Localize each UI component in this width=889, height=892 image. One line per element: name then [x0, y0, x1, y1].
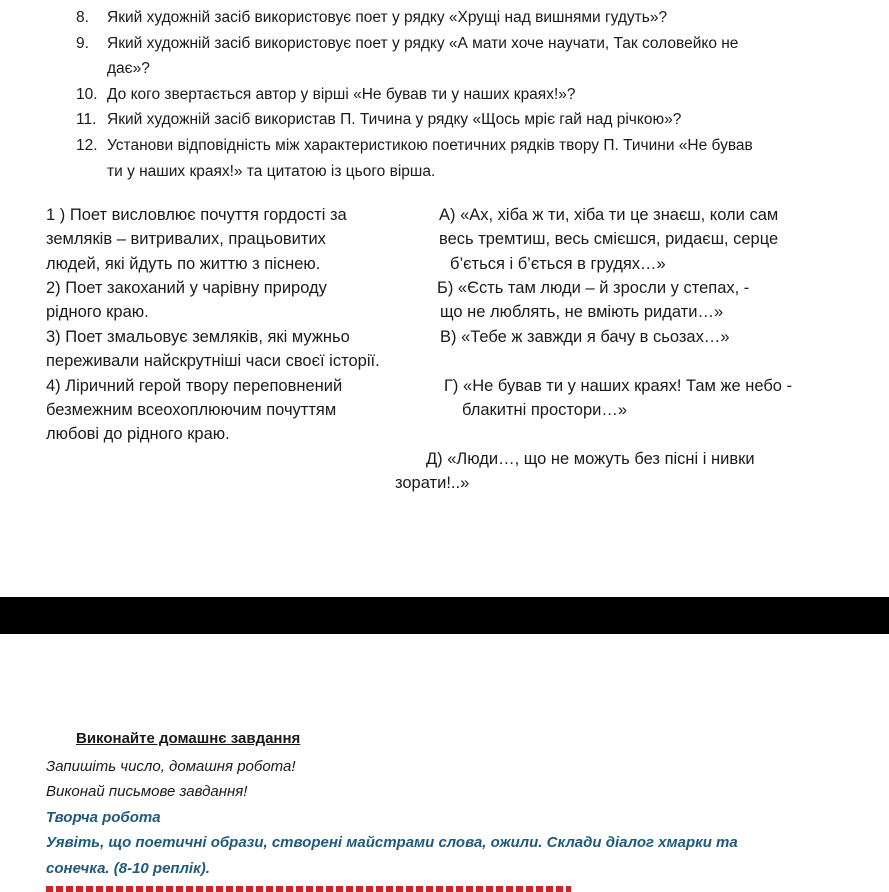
homework-line-2: Виконай письмове завдання!	[46, 783, 248, 800]
characteristic-line: земляків – витривалих, працьовитих	[46, 230, 326, 248]
characteristic-line: безмежним всеохоплюючим почуттям	[46, 401, 337, 419]
quote-line: що не люблять, не вміють ридати…»	[440, 303, 724, 321]
characteristic-line: любові до рідного краю.	[46, 425, 230, 443]
quote-line: блакитні простори…»	[462, 401, 628, 419]
characteristic-line: 3) Поет змальовує земляків, які мужньо	[46, 328, 350, 346]
characteristic-line: рідного краю.	[46, 303, 149, 321]
characteristic-line: переживали найскрутніші часи своєї історії.	[46, 352, 380, 370]
question-number: 9.	[76, 35, 89, 52]
question-number: 10.	[76, 86, 98, 103]
homework-title: Виконайте домашнє завдання	[76, 730, 301, 747]
quote-line: В) «Тебе ж завжди я бачу в сьозах…»	[440, 328, 730, 346]
quote-line: Б) «Єсть там люди – й зросли у степах, -	[437, 279, 750, 297]
question-10	[76, 82, 576, 108]
creative-task-line-1: Уявіть, що поетичні образи, створені майстрами слова, ожили. Склади діалог хмарки та	[46, 834, 738, 851]
creative-task-line-2: сонечка. (8-10 реплік).	[46, 860, 210, 877]
question-12-cont	[76, 159, 436, 185]
quote-line: Д) «Люди…, що не можуть без пісні і нивки	[426, 450, 755, 468]
question-8	[76, 5, 668, 31]
question-9-cont	[76, 56, 150, 82]
characteristic-line: 2) Поет закоханий у чарівну природу	[46, 279, 327, 297]
homework-line-1: Запишіть число, домашня робота!	[46, 758, 296, 775]
creative-work-title: Творча робота	[46, 809, 161, 826]
characteristic-line: людей, які йдуть по життю з піснею.	[46, 255, 321, 273]
question-text: Який художній засіб використовує поет у рядку «Хрущі над вишнями гудуть»?	[107, 9, 668, 26]
question-text: Установи відповідність між характеристикою поетичних рядків твору П. Тичини «Не бував	[107, 137, 753, 154]
characteristic-line: 4) Ліричний герой твору переповнений	[46, 377, 343, 395]
question-text: Який художній засіб використав П. Тичина у рядку «Щось мріє гай над річкою»?	[107, 111, 682, 128]
quote-line: А) «Ах, хіба ж ти, хіба ти це знаєш, коли сам	[439, 206, 779, 224]
question-text: дає»?	[107, 60, 150, 77]
question-9	[76, 31, 739, 57]
characteristic-line: 1 ) Поет висловлює почуття гордості за	[46, 206, 347, 224]
question-number: 11.	[76, 111, 97, 128]
clipped-red-line	[46, 886, 571, 892]
question-12	[76, 133, 753, 159]
quote-line: зорати!..»	[395, 474, 470, 492]
question-number: 12.	[76, 137, 98, 154]
question-text: До кого звертається автор у вірші «Не бував ти у наших краях!»?	[107, 86, 576, 103]
quote-line: весь тремтиш, весь смієшся, ридаєш, серце	[439, 230, 779, 248]
question-text: ти у наших краях!» та цитатою із цього вірша.	[107, 163, 436, 180]
question-number: 8.	[76, 9, 89, 26]
question-text: Який художній засіб використовує поет у рядку «А мати хоче научати, Так соловейко не	[107, 35, 739, 52]
quote-line: Г) «Не бував ти у наших краях! Там же небо -	[444, 377, 793, 395]
question-11	[76, 107, 682, 133]
black-separator-band	[0, 597, 889, 634]
quote-line: б’ється і б’ється в грудях…»	[450, 255, 666, 273]
